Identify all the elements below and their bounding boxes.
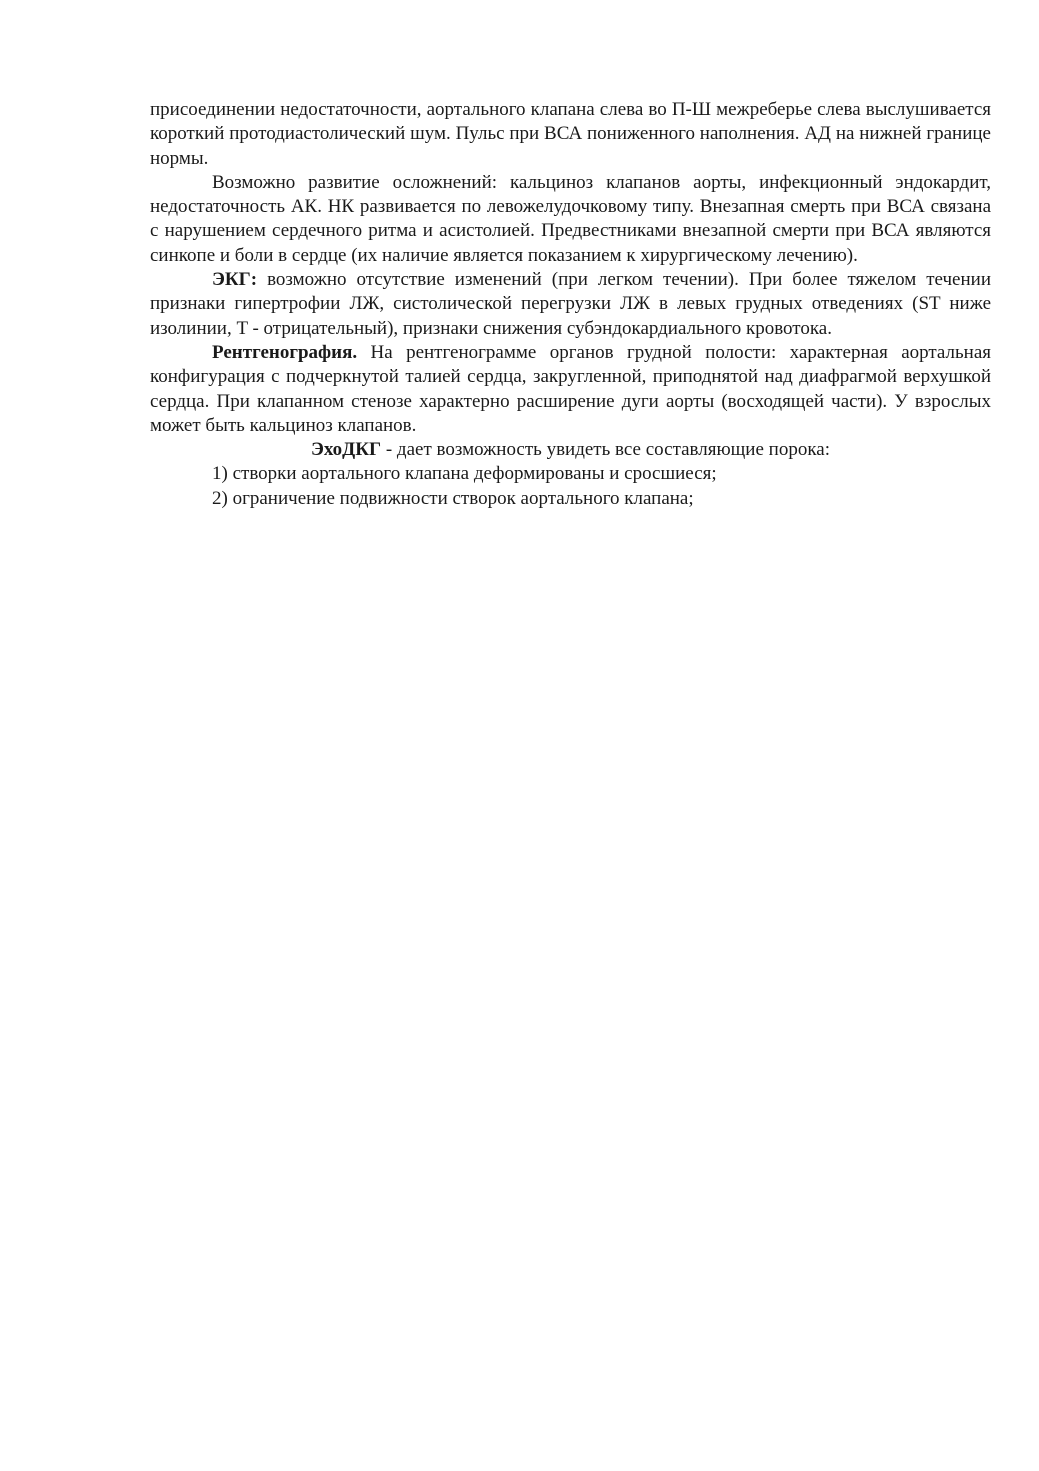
list-item: 1) створки аортального клапана деформированы и сросшиеся; xyxy=(212,463,717,485)
paragraph-text: возможно отсутствие изменений (при легком течении). При более тяжелом течении признаки гипертрофии ЛЖ, систолической перегрузки ЛЖ в левых грудных отведениях (ST ниже изолинии, T - отрицательный), признаки снижения субэндокардиального кровотока. xyxy=(150,269,991,339)
paragraph-heading-radiography: Рентгенография. xyxy=(212,341,358,363)
paragraph-text: - дает возможность увидеть все составляющие порока: xyxy=(381,439,830,461)
paragraph-text: присоединении недостаточности, аортального клапана слева во П-Ш межреберье слева выслушивается короткий протодиастолический шум. Пульс при ВСА пониженного наполнения. АД на нижней границе нормы. xyxy=(150,99,991,169)
paragraph-heading-ecg: ЭКГ: xyxy=(212,269,258,291)
paragraph-ecg xyxy=(150,268,991,341)
paragraph-heading-echocardiography: ЭхоДКГ xyxy=(311,439,382,461)
paragraph-complications xyxy=(150,171,991,268)
paragraph-auscultation xyxy=(150,98,991,171)
document-body xyxy=(150,98,991,511)
paragraph-text: Возможно развитие осложнений: кальциноз клапанов аорты, инфекционный эндокардит, недостаточность АК. НК развивается по левожелудочковому типу. Внезапная смерть при ВСА связана с нарушением сердечного ритма и асистолией. Предвестниками внезапной смерти при ВСА являются синкопе и боли в сердце (их наличие является показанием к хирургическому лечению). xyxy=(150,171,991,266)
paragraph-radiography xyxy=(150,341,991,438)
paragraph-text: На рентгенограмме органов грудной полости: характерная аортальная конфигурация с подчеркнутой талией сердца, закругленной, приподнятой над диафрагмой верхушкой сердца. При клапанном стенозе характерно расширение дуги аорты (восходящей части). У взрослых может быть кальциноз клапанов. xyxy=(150,341,991,436)
list-item: 2) ограничение подвижности створок аортального клапана; xyxy=(212,487,694,509)
paragraph-echocardiography xyxy=(150,438,991,462)
